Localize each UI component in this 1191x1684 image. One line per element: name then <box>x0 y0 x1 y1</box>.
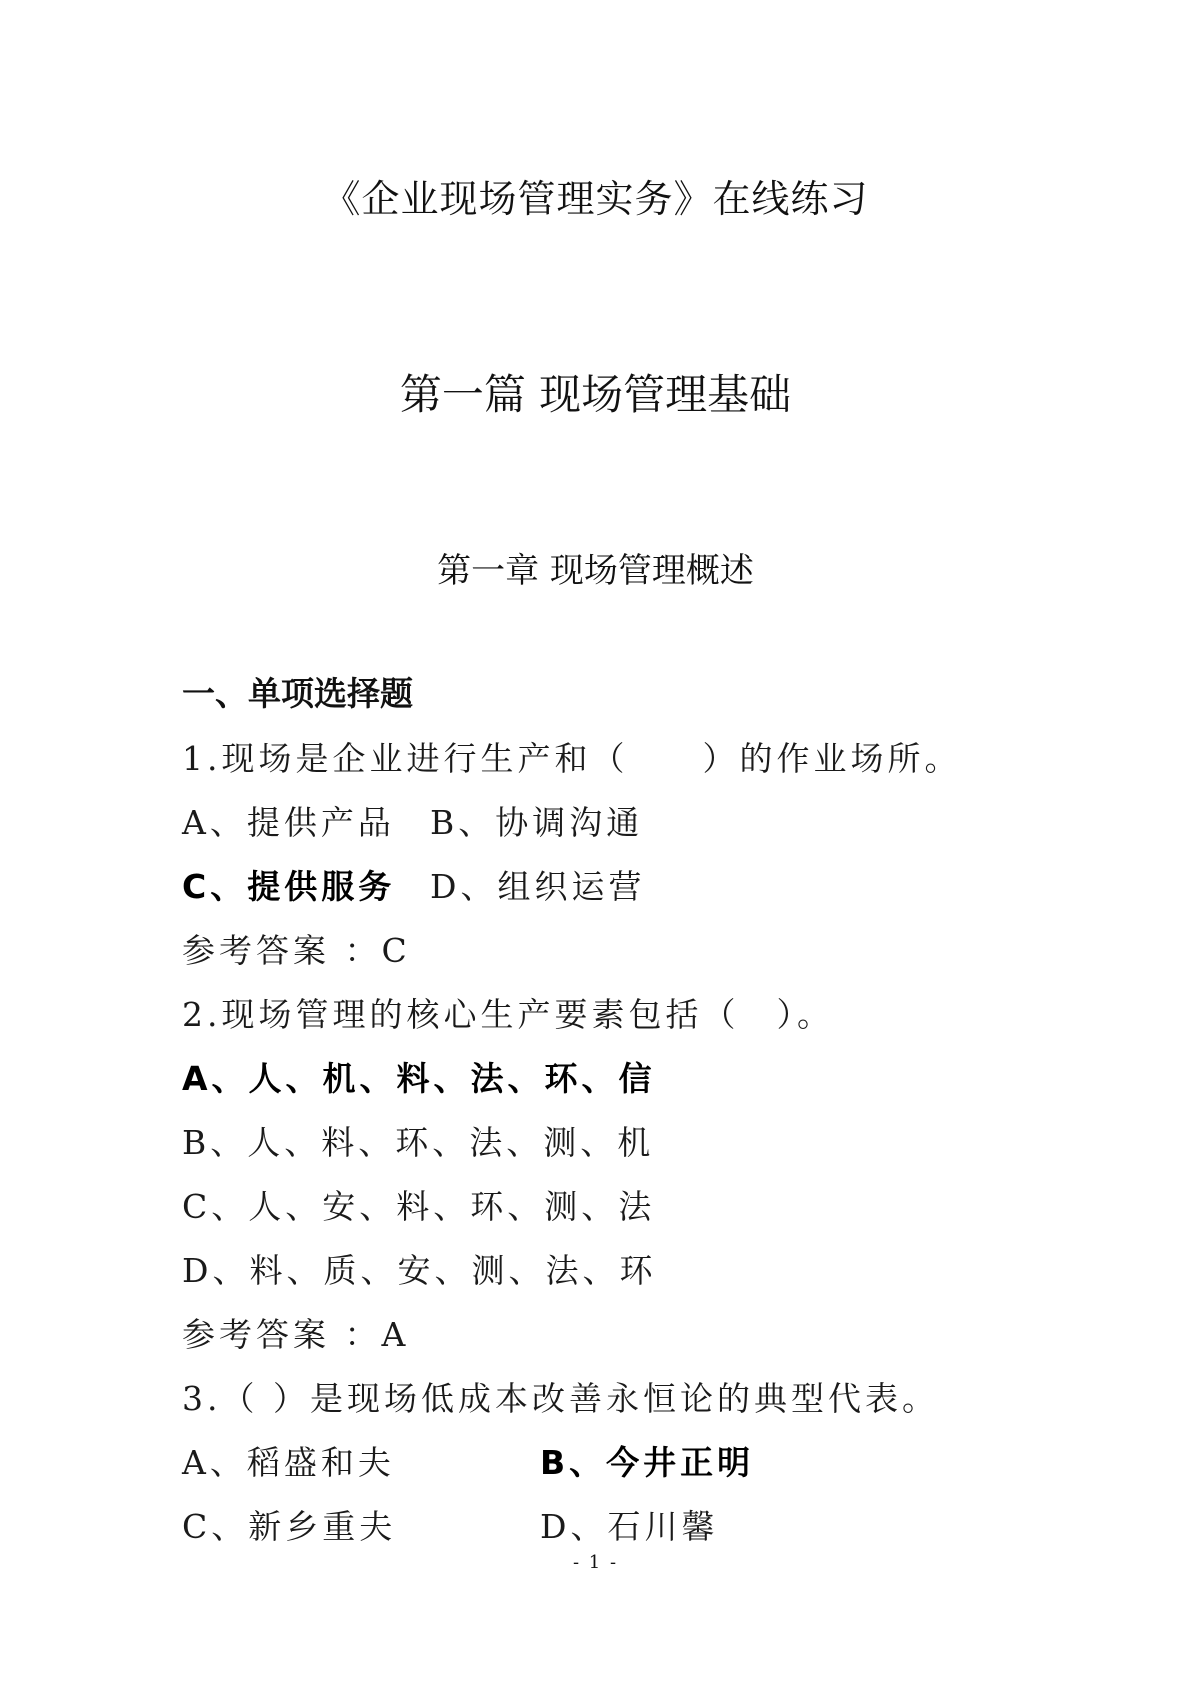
question-3-stem: 3.（ ）是现场低成本改善永恒论的典型代表。 <box>182 1379 939 1418</box>
page-number: - 1 - <box>572 1552 619 1573</box>
question-2-option-c: C、人、安、料、环、测、法 <box>182 1187 656 1226</box>
question-1-options-row-1 <box>182 797 644 844</box>
question-1-answer: 参考答案 ：C <box>182 931 411 970</box>
question-3-option-c: C、新乡重夫 <box>182 1507 397 1546</box>
section-title: 一、单项选择题 <box>182 674 413 713</box>
question-2-answer: 参考答案 ：A <box>182 1315 410 1354</box>
question-3-options-row-2 <box>182 1501 719 1548</box>
question-1-option-d: D、组织运营 <box>430 867 646 906</box>
question-3-option-d: D、石川馨 <box>540 1507 719 1546</box>
question-2-option-a: A、人、机、料、法、环、信 <box>182 1059 656 1098</box>
question-1-option-a: A、提供产品 <box>182 803 395 842</box>
question-3-option-a: A、稻盛和夫 <box>182 1443 395 1482</box>
question-3-option-b: B、今井正明 <box>540 1443 755 1482</box>
question-1-options-row-2 <box>182 861 646 908</box>
question-1-stem: 1.现场是企业进行生产和（ ）的作业场所。 <box>182 739 962 778</box>
chapter-title: 第一章 现场管理概述 <box>437 551 754 591</box>
question-2-stem: 2.现场管理的核心生产要素包括（ ）。 <box>182 995 834 1034</box>
question-3-options-row-1 <box>182 1437 755 1484</box>
part-title: 第一篇 现场管理基础 <box>399 370 792 419</box>
question-2-option-b: B、人、料、环、法、测、机 <box>182 1123 655 1162</box>
question-1-option-b: B、协调沟通 <box>430 803 644 842</box>
question-1-option-c: C、提供服务 <box>182 867 396 906</box>
document-title: 《企业现场管理实务》在线练习 <box>322 177 869 221</box>
question-2-option-d: D、料、质、安、测、法、环 <box>182 1251 657 1290</box>
